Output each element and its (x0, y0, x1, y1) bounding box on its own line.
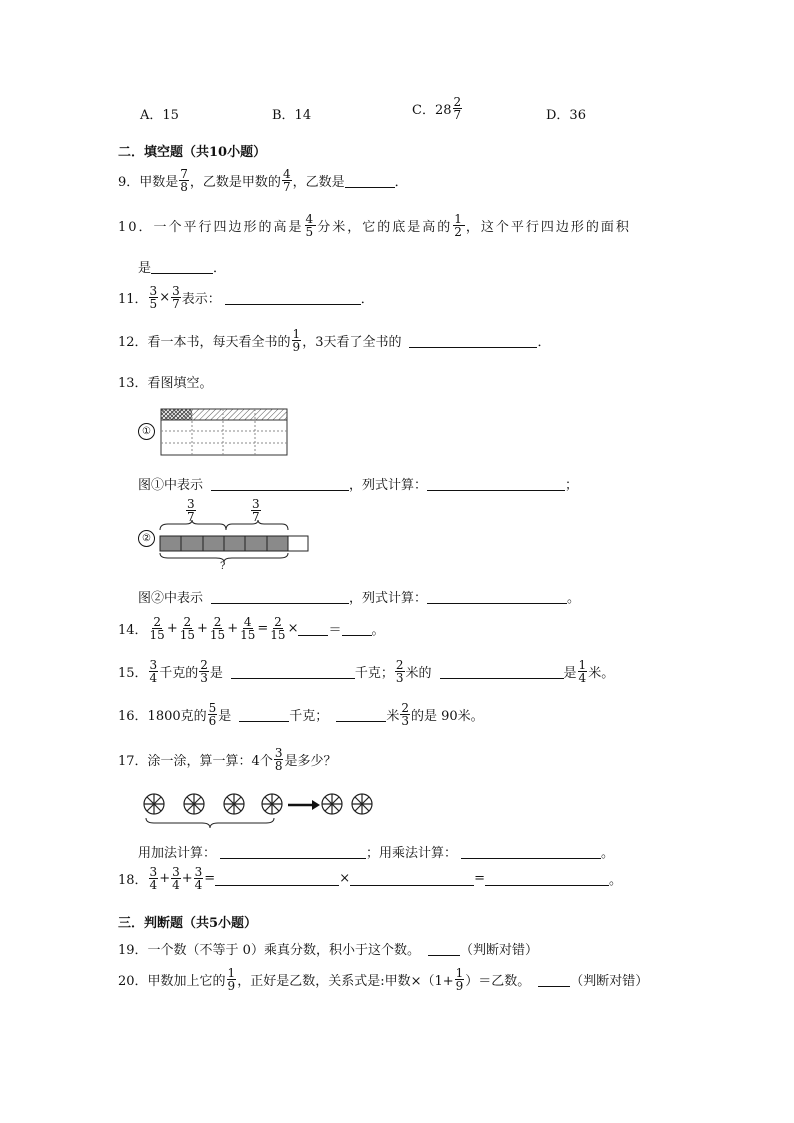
option-a (140, 104, 179, 123)
arrow-right-icon (288, 800, 320, 810)
answer-blank[interactable] (231, 665, 355, 679)
fraction: $\frac{3}{4}$ (172, 865, 180, 892)
section3-title: 三．判断题（共5小题） (118, 916, 258, 931)
answer-blank[interactable] (440, 665, 564, 679)
figure2-marker: ② (138, 530, 155, 547)
option-c-fraction: $\frac{2}{7}$ (453, 95, 462, 122)
question-12: 12．看一本书，每天看全书的 $\frac{1}{9}$ ，3天看了全书的 ． (118, 327, 551, 354)
fraction: $\frac{4}{7}$ (282, 167, 291, 194)
fraction: $\frac{2}{15}$ (179, 615, 196, 642)
fraction: $\frac{7}{8}$ (180, 167, 188, 194)
question-17-line: 用加法计算： ；用乘法计算： 。 (138, 846, 615, 861)
fraction: $\frac{2}{15}$ (209, 615, 226, 642)
answer-blank[interactable] (211, 590, 349, 604)
answer-blank[interactable] (151, 260, 213, 274)
circle-icon (144, 794, 164, 814)
fraction: $\frac{3}{5}$ (149, 284, 158, 311)
answer-blank[interactable] (220, 845, 366, 859)
answer-blank[interactable] (342, 622, 372, 636)
answer-blank[interactable] (461, 845, 601, 859)
fraction: $\frac{1}{4}$ (578, 658, 587, 685)
answer-blank[interactable] (538, 973, 570, 987)
question-10-cont: 是 ． (138, 261, 227, 276)
figure2-fraction-1: $\frac{3}{7}$ (187, 497, 195, 524)
question-14: 14． $\frac{2}{15}$ + $\frac{2}{15}$ + $\frac{2}{15}$ + $\frac{4}{15}$ = $\frac{2}{15}$ × ＝ 。 (118, 615, 385, 642)
answer-blank[interactable] (298, 622, 328, 636)
fraction: $\frac{1}{9}$ (455, 966, 464, 993)
question-13-line1: 图①中表示 ，列式计算： ； (138, 478, 579, 493)
question-20: 20．甲数加上它的 $\frac{1}{9}$ ，正好是乙数，关系式是:甲数×（1+ $\frac{1}{9}$ ）＝乙数。 （判断对错） (118, 966, 649, 993)
fraction: $\frac{3}{7}$ (172, 284, 180, 311)
option-c (412, 96, 463, 121)
answer-blank[interactable] (485, 872, 609, 886)
figure-circles (138, 788, 378, 830)
question-11: 11． $\frac{3}{5}$ × $\frac{3}{7}$ 表示： ． (118, 284, 374, 311)
question-16: 16．1800克的 $\frac{5}{6}$ 是 千克； 米 $\frac{2}{3}$ 的是 90米。 (118, 701, 484, 728)
question-10: 10．一个平行四边形的高是 $\frac{4}{5}$ 分米，它的底是高的 $\frac{1}{2}$ ，这个平行四边形的面积 (118, 212, 631, 239)
fraction: $\frac{3}{4}$ (149, 658, 158, 685)
circle-icon (224, 794, 244, 814)
fraction: $\frac{2}{15}$ (270, 615, 286, 642)
question-13-line2: 图②中表示 ，列式计算： 。 (138, 591, 581, 606)
figure2-question-mark: ? (220, 561, 226, 572)
option-d-label: D．36 (546, 108, 586, 123)
fraction: $\frac{1}{9}$ (292, 327, 301, 354)
section2-title: 二．填空题（共10小题） (118, 145, 267, 160)
circle-icon (352, 794, 372, 814)
fraction: $\frac{4}{15}$ (240, 615, 256, 642)
fraction: $\frac{3}{8}$ (274, 746, 283, 773)
question-15: 15． $\frac{3}{4}$ 千克的 $\frac{2}{3}$ 是 千克； $\frac{2}{3}$ 米的 是 $\frac{1}{4}$ 米。 (118, 658, 615, 685)
fraction: $\frac{1}{2}$ (454, 212, 464, 239)
answer-blank[interactable] (211, 477, 349, 491)
option-a-label: A．15 (140, 108, 179, 123)
figure1-diagram (160, 408, 290, 458)
answer-blank[interactable] (428, 942, 460, 956)
question-19: 19．一个数（不等于 0）乘真分数，积小于这个数。 （判断对错） (118, 943, 538, 958)
answer-blank[interactable] (215, 872, 339, 886)
figure2-diagram (158, 520, 313, 565)
question-9: 9．甲数是 $\frac{7}{8}$ ，乙数是甲数的 $\frac{4}{7}$ ，乙数是 ． (118, 167, 408, 194)
fraction: $\frac{2}{3}$ (395, 658, 404, 685)
option-b (272, 104, 311, 123)
question-17: 17．涂一涂，算一算：4个 $\frac{3}{8}$ 是多少？ (118, 746, 337, 773)
answer-blank[interactable] (427, 590, 567, 604)
answer-blank[interactable] (239, 708, 289, 722)
fraction: $\frac{2}{3}$ (401, 701, 409, 728)
circle-icon (262, 794, 282, 814)
answer-blank[interactable] (409, 334, 537, 348)
fraction: $\frac{5}{6}$ (208, 701, 217, 728)
question-13-title: 13．看图填空。 (118, 376, 213, 391)
figure1-marker: ① (138, 423, 155, 440)
option-c-prefix: C．28 (412, 103, 452, 118)
circle-icon (184, 794, 204, 814)
option-d (546, 104, 586, 123)
fraction: $\frac{2}{3}$ (200, 658, 208, 685)
fraction: $\frac{4}{5}$ (305, 212, 316, 239)
answer-blank[interactable] (336, 708, 386, 722)
fraction: $\frac{2}{15}$ (149, 615, 165, 642)
answer-blank[interactable] (225, 291, 361, 305)
circle-icon (322, 794, 342, 814)
fraction: $\frac{3}{4}$ (149, 865, 158, 892)
fraction: $\frac{3}{4}$ (194, 865, 203, 892)
figure2-fraction-2: $\frac{3}{7}$ (252, 497, 260, 524)
question-18: 18． $\frac{3}{4}$ + $\frac{3}{4}$ + $\frac{3}{4}$ = × = 。 (118, 865, 623, 892)
option-b-label: B．14 (272, 108, 312, 123)
answer-blank[interactable] (350, 872, 474, 886)
answer-blank[interactable] (345, 174, 395, 188)
answer-blank[interactable] (427, 477, 565, 491)
fraction: $\frac{1}{9}$ (227, 966, 236, 993)
